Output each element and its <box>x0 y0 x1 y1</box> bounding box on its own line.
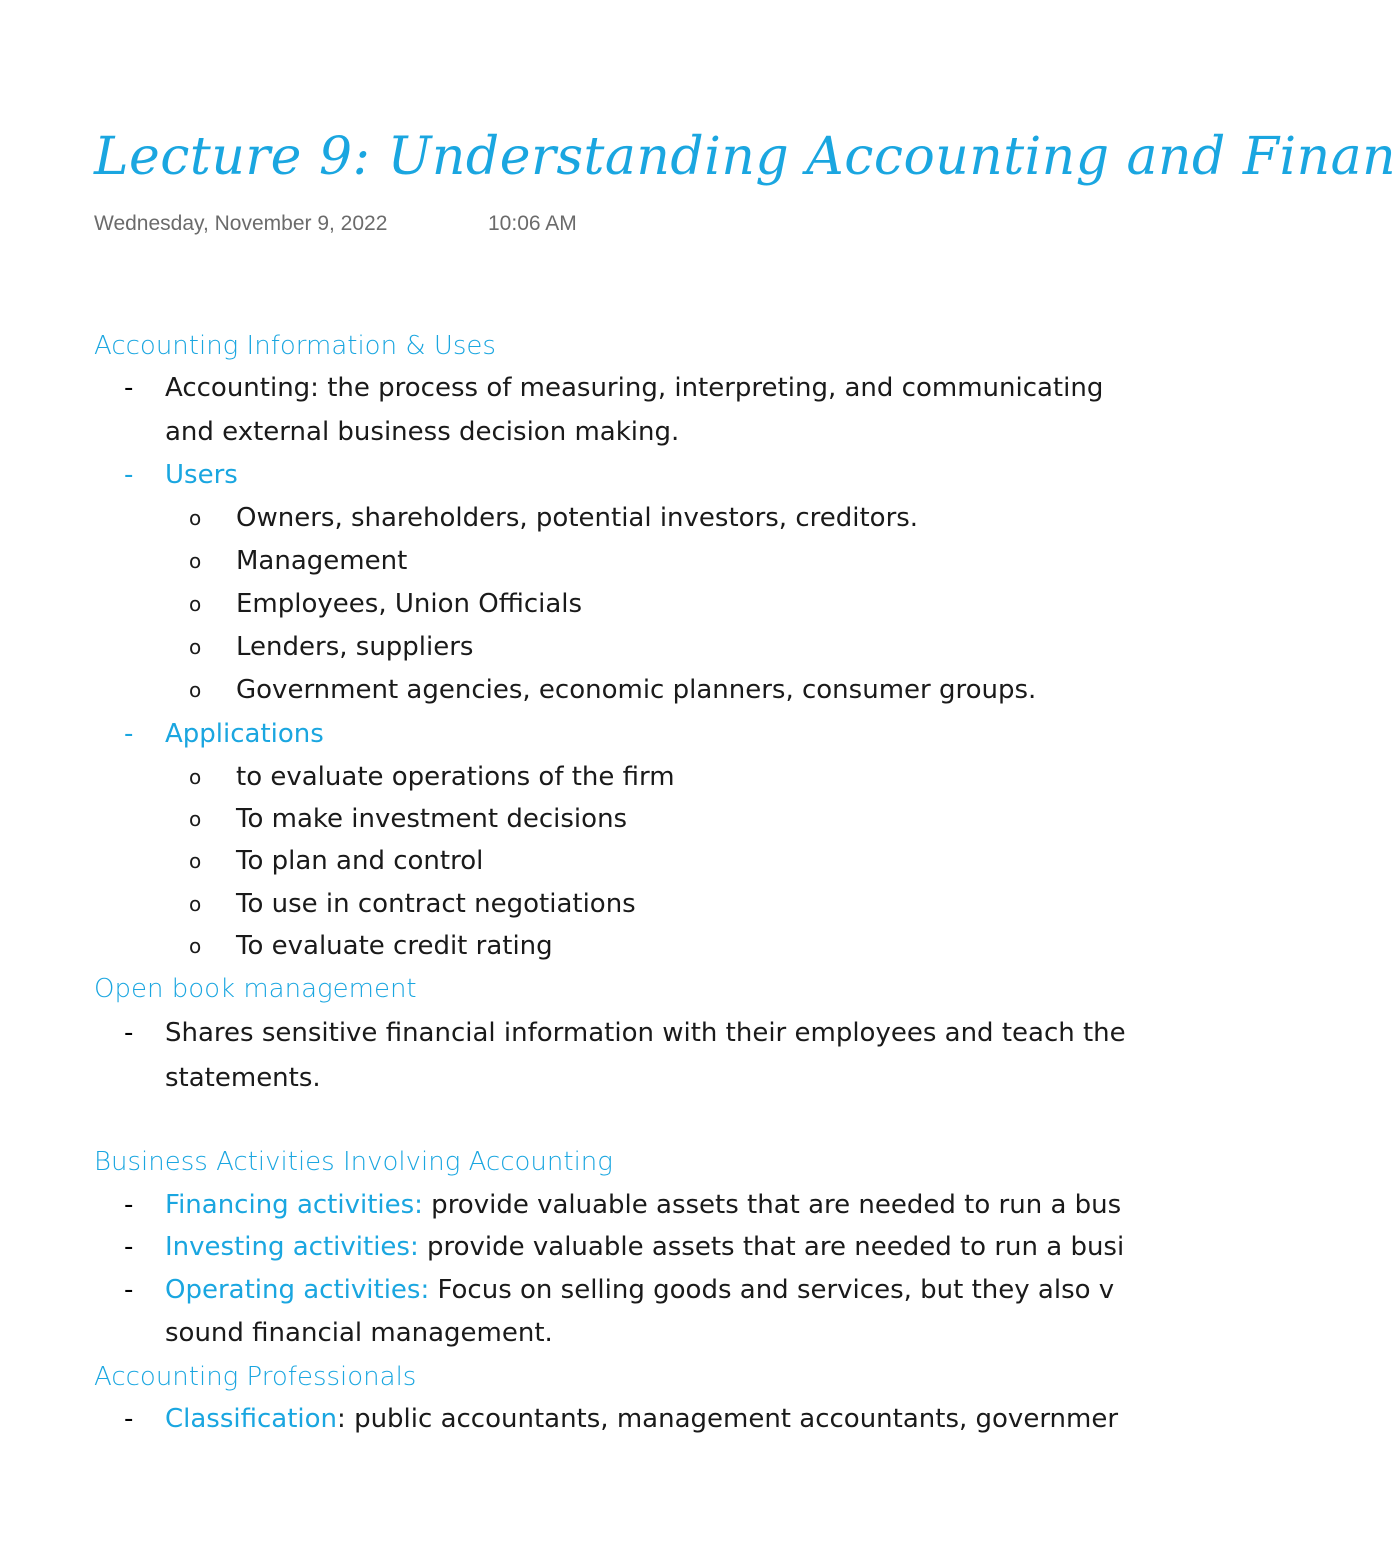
classification-text: : public accountants, management accountants, governmer <box>337 1404 1119 1434</box>
bullet-dash: - <box>124 1275 134 1305</box>
investing-activities-label: Investing activities: <box>165 1232 419 1262</box>
note-date: Wednesday, November 9, 2022 <box>94 212 388 235</box>
operating-activities-text: Focus on selling goods and services, but they also v <box>429 1275 1115 1305</box>
bullet-dash: - <box>124 719 134 749</box>
note-time: 10:06 AM <box>488 212 577 235</box>
bullet-circle: o <box>189 849 202 873</box>
applications-item: to evaluate operations of the firm <box>236 762 675 792</box>
bullet-circle: o <box>189 592 202 616</box>
bullet-dash: - <box>124 1404 134 1434</box>
bullet-circle: o <box>189 892 202 916</box>
bullet-circle: o <box>189 807 202 831</box>
section-heading-accounting-info: Accounting Information & Uses <box>94 331 496 361</box>
applications-item: To use in contract negotiations <box>236 889 636 919</box>
classification-item <box>165 1402 1118 1436</box>
applications-item: To plan and control <box>236 846 484 876</box>
financing-activities-text: provide valuable assets that are needed to run a bus <box>422 1190 1122 1220</box>
applications-item: To evaluate credit rating <box>236 931 553 961</box>
accounting-definition-line-1: Accounting: the process of measuring, interpreting, and communicating <box>165 373 1104 403</box>
section-heading-professionals: Accounting Professionals <box>94 1362 417 1392</box>
bullet-circle: o <box>189 635 202 659</box>
open-book-line-2: statements. <box>165 1063 321 1093</box>
section-heading-open-book: Open book management <box>94 974 417 1004</box>
applications-label: Applications <box>165 719 324 749</box>
bullet-circle: o <box>189 506 202 530</box>
classification-label: Classification <box>165 1404 338 1434</box>
bullet-dash: - <box>124 460 134 490</box>
bullet-circle: o <box>189 549 202 573</box>
operating-activities-label: Operating activities: <box>165 1275 430 1305</box>
operating-activities-line-2: sound financial management. <box>165 1318 553 1348</box>
users-item: Government agencies, economic planners, consumer groups. <box>236 675 1037 705</box>
users-item: Employees, Union Officials <box>236 589 583 619</box>
bullet-circle: o <box>189 765 202 789</box>
section-heading-business-activities: Business Activities Involving Accounting <box>94 1147 613 1177</box>
accounting-definition-line-2: and external business decision making. <box>165 417 680 447</box>
bullet-circle: o <box>189 678 202 702</box>
bullet-dash: - <box>124 1190 134 1220</box>
bullet-dash: - <box>124 1018 134 1048</box>
users-item: Lenders, suppliers <box>236 632 474 662</box>
operating-activities-item <box>165 1273 1114 1307</box>
bullet-dash: - <box>124 1232 134 1262</box>
users-item: Owners, shareholders, potential investors, creditors. <box>236 503 919 533</box>
users-item: Management <box>236 546 408 576</box>
financing-activities-item <box>165 1188 1121 1222</box>
investing-activities-item <box>165 1230 1124 1264</box>
financing-activities-label: Financing activities: <box>165 1190 423 1220</box>
users-label: Users <box>165 460 238 490</box>
open-book-line-1: Shares sensitive financial information with their employees and teach the <box>165 1018 1126 1048</box>
bullet-dash: - <box>124 373 134 403</box>
applications-item: To make investment decisions <box>236 804 628 834</box>
bullet-circle: o <box>189 934 202 958</box>
page-title: Lecture 9: Understanding Accounting and Finan <box>94 127 1396 187</box>
investing-activities-text: provide valuable assets that are needed to run a busi <box>418 1232 1125 1262</box>
